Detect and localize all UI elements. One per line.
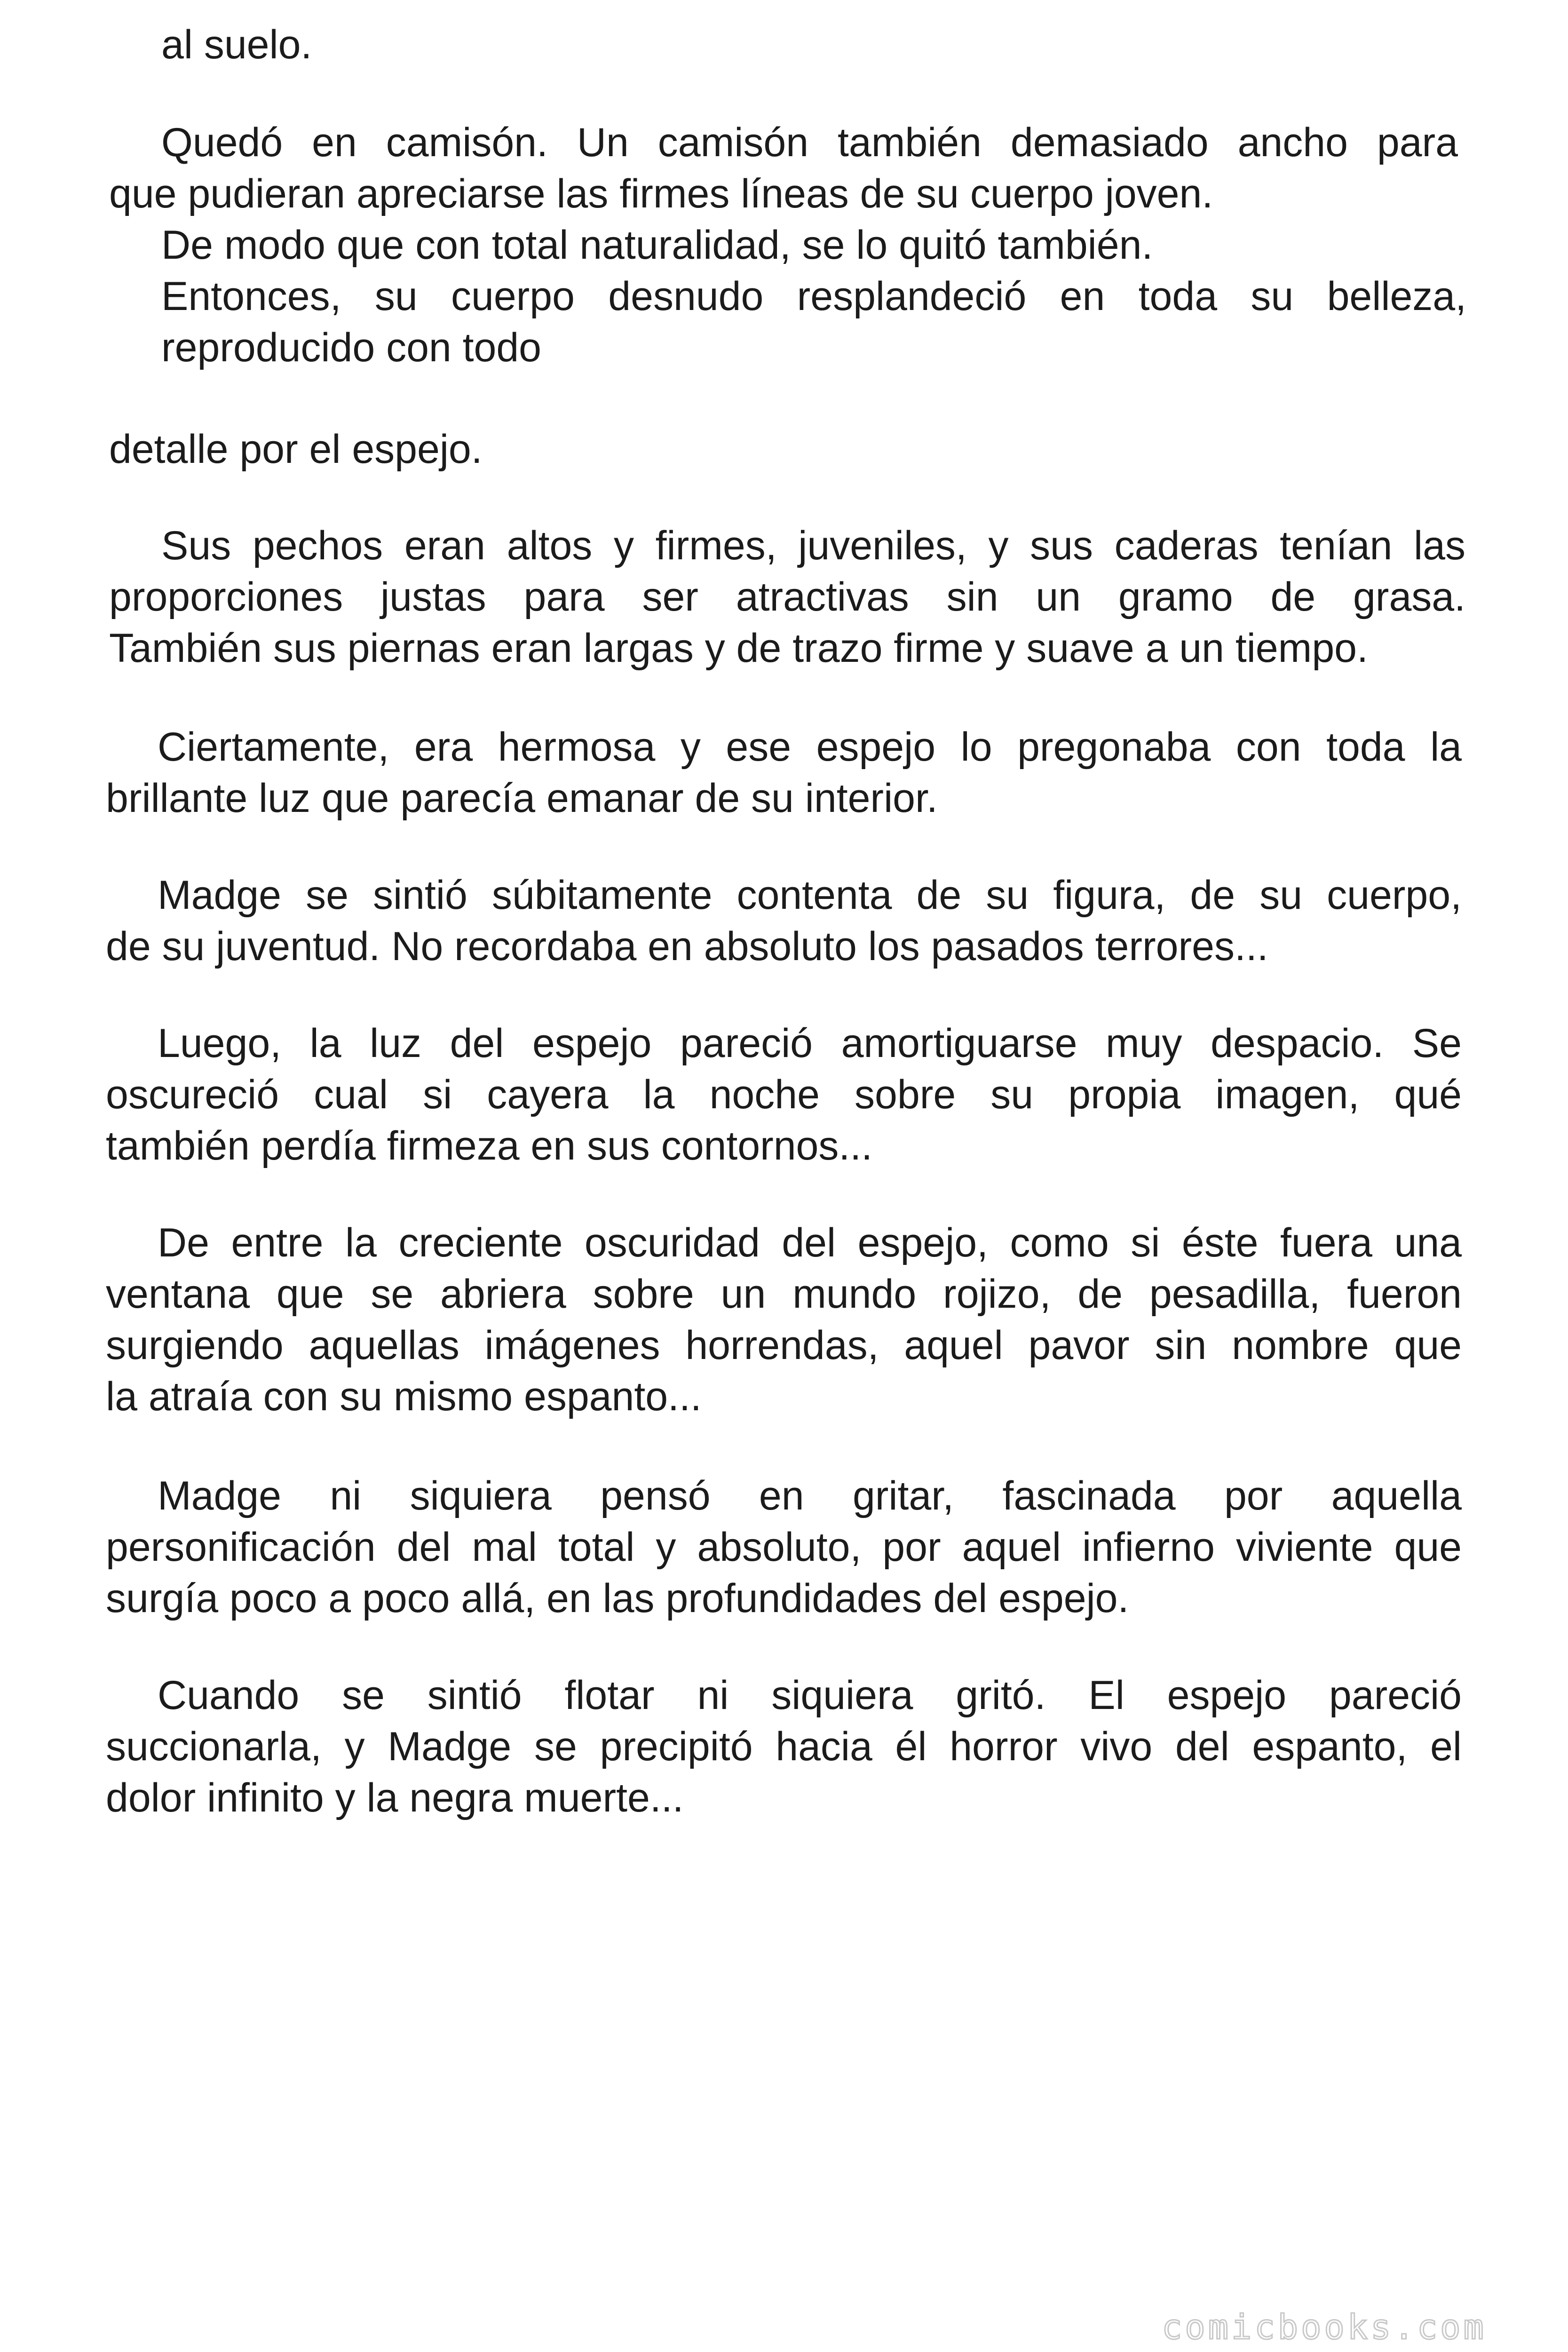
text-line: proporciones justas para ser atractivas sin un gramo de grasa.	[109, 574, 1465, 620]
text-line: succionarla, y Madge se precipitó hacia él horror vivo del espanto, el	[106, 1724, 1462, 1769]
text-line: personificación del mal total y absoluto, por aquel infierno viviente que	[106, 1525, 1462, 1570]
text-line: dolor infinito y la negra muerte...	[106, 1775, 684, 1820]
text-line: También sus piernas eran largas y de trazo firme y suave a un tiempo.	[109, 626, 1368, 671]
text-line: Cuando se sintió flotar ni siquiera gritó. El espejo pareció	[158, 1673, 1462, 1718]
text-line: Entonces, su cuerpo desnudo resplandeció en toda su belleza,	[161, 274, 1466, 319]
text-line: reproducido con todo	[161, 325, 542, 370]
text-line: al suelo.	[161, 22, 312, 67]
text-line: Madge se sintió súbitamente contenta de su figura, de su cuerpo,	[158, 873, 1462, 918]
text-line: surgía poco a poco allá, en las profundidades del espejo.	[106, 1576, 1129, 1621]
text-line: oscureció cual si cayera la noche sobre su propia imagen, qué	[106, 1072, 1462, 1117]
text-line: Madge ni siquiera pensó en gritar, fascinada por aquella	[158, 1473, 1462, 1518]
text-line: la atraía con su mismo espanto...	[106, 1374, 702, 1419]
text-line: de su juventud. No recordaba en absoluto los pasados terrores...	[106, 924, 1268, 969]
text-line: detalle por el espejo.	[109, 427, 483, 472]
text-line: De entre la creciente oscuridad del espejo, como si éste fuera una	[158, 1220, 1462, 1265]
text-line: De modo que con total naturalidad, se lo quitó también.	[161, 222, 1153, 268]
text-line: brillante luz que parecía emanar de su interior.	[106, 776, 938, 821]
text-line: Ciertamente, era hermosa y ese espejo lo pregonaba con toda la	[158, 724, 1462, 770]
text-line: ventana que se abriera sobre un mundo rojizo, de pesadilla, fueron	[106, 1271, 1462, 1317]
text-line: también perdía firmeza en sus contornos...	[106, 1123, 873, 1168]
text-line: surgiendo aquellas imágenes horrendas, aquel pavor sin nombre que	[106, 1323, 1462, 1368]
text-line: Luego, la luz del espejo pareció amortiguarse muy despacio. Se	[158, 1021, 1462, 1066]
text-line: que pudieran apreciarse las firmes líneas de su cuerpo joven.	[109, 171, 1213, 216]
text-line: Quedó en camisón. Un camisón también demasiado ancho para	[161, 120, 1458, 165]
text-line: Sus pechos eran altos y firmes, juveniles, y sus caderas tenían las	[161, 523, 1465, 568]
watermark: comicbooks.com	[1162, 2307, 1487, 2347]
